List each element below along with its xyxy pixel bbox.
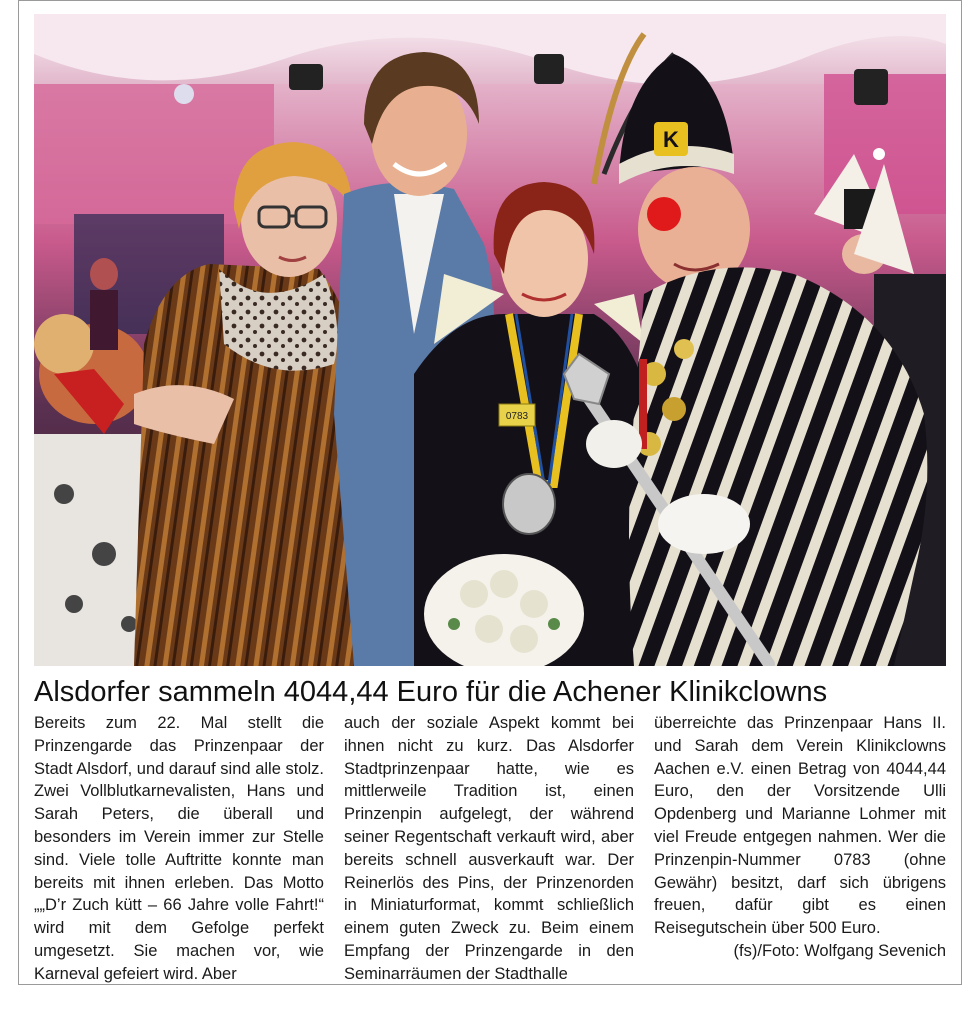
article-column-3 <box>654 712 946 963</box>
photo-credit: (fs)/Foto: Wolfgang Sevenich <box>733 941 946 960</box>
column-2-text: auch der soziale Aspekt kommt bei ihnen nicht zu kurz. Das Alsdorfer Stadtprinzenpaar hatte, wie es mittlerweile Tradition ist, einen Prinzenpin aufgelegt, der während seiner Regentschaft verkauft wird, aber bereits schnell ausverkauft war. Der Reinerlös des Pins, der Prinzenorden in Miniaturformat, kommt schließlich einem guten Zweck zu. Beim einem Empfang der Prinzengarde in den Seminarräumen der Stadthalle <box>344 714 634 983</box>
article-column-1 <box>34 712 324 986</box>
pin-number-label: 0783 <box>505 411 529 422</box>
clown-nose <box>647 197 681 231</box>
hat-letter-badge: K <box>663 127 679 152</box>
photo-illustration <box>34 14 946 666</box>
article-body <box>34 712 946 983</box>
column-3-text: überreichte das Prinzenpaar Hans II. und Sarah dem Verein Klinikclowns Aachen e.V. einen Betrag von 4044,44 Euro, den der Vorsitzende Ulli Opdenberg und Marianne Lohmer mit viel Freude entgegen nahmen. Wer die Prinzenpin-Nummer 0783 (ohne Gewähr) besitzt, darf sich übrigens freuen, dafür gibt es einen Reisegutschein über 500 Euro. <box>654 714 946 938</box>
article-column-2 <box>344 712 634 986</box>
column-1-text: Bereits zum 22. Mal stellt die Prinzengarde das Prinzenpaar der Stadt Alsdorf, und darauf sind alle stolz. Zwei Vollblutkarnevalisten, Hans und Sarah Peters, die überall und besonders im Verein immer zur Stelle sind. Viele tolle Auftritte konnte man bereits mit ihnen erleben. Das Motto „„D’r Zuch kütt – 66 Jahre volle Fahrt!“ wird mit dem Gefolge perfekt umgesetzt. Sie machen vor, wie Karneval gefeiert wird. Aber <box>34 714 324 983</box>
article-headline: Alsdorfer sammeln 4044,44 Euro für die Achener Klinikclowns <box>34 676 828 708</box>
article-photo <box>34 14 946 666</box>
